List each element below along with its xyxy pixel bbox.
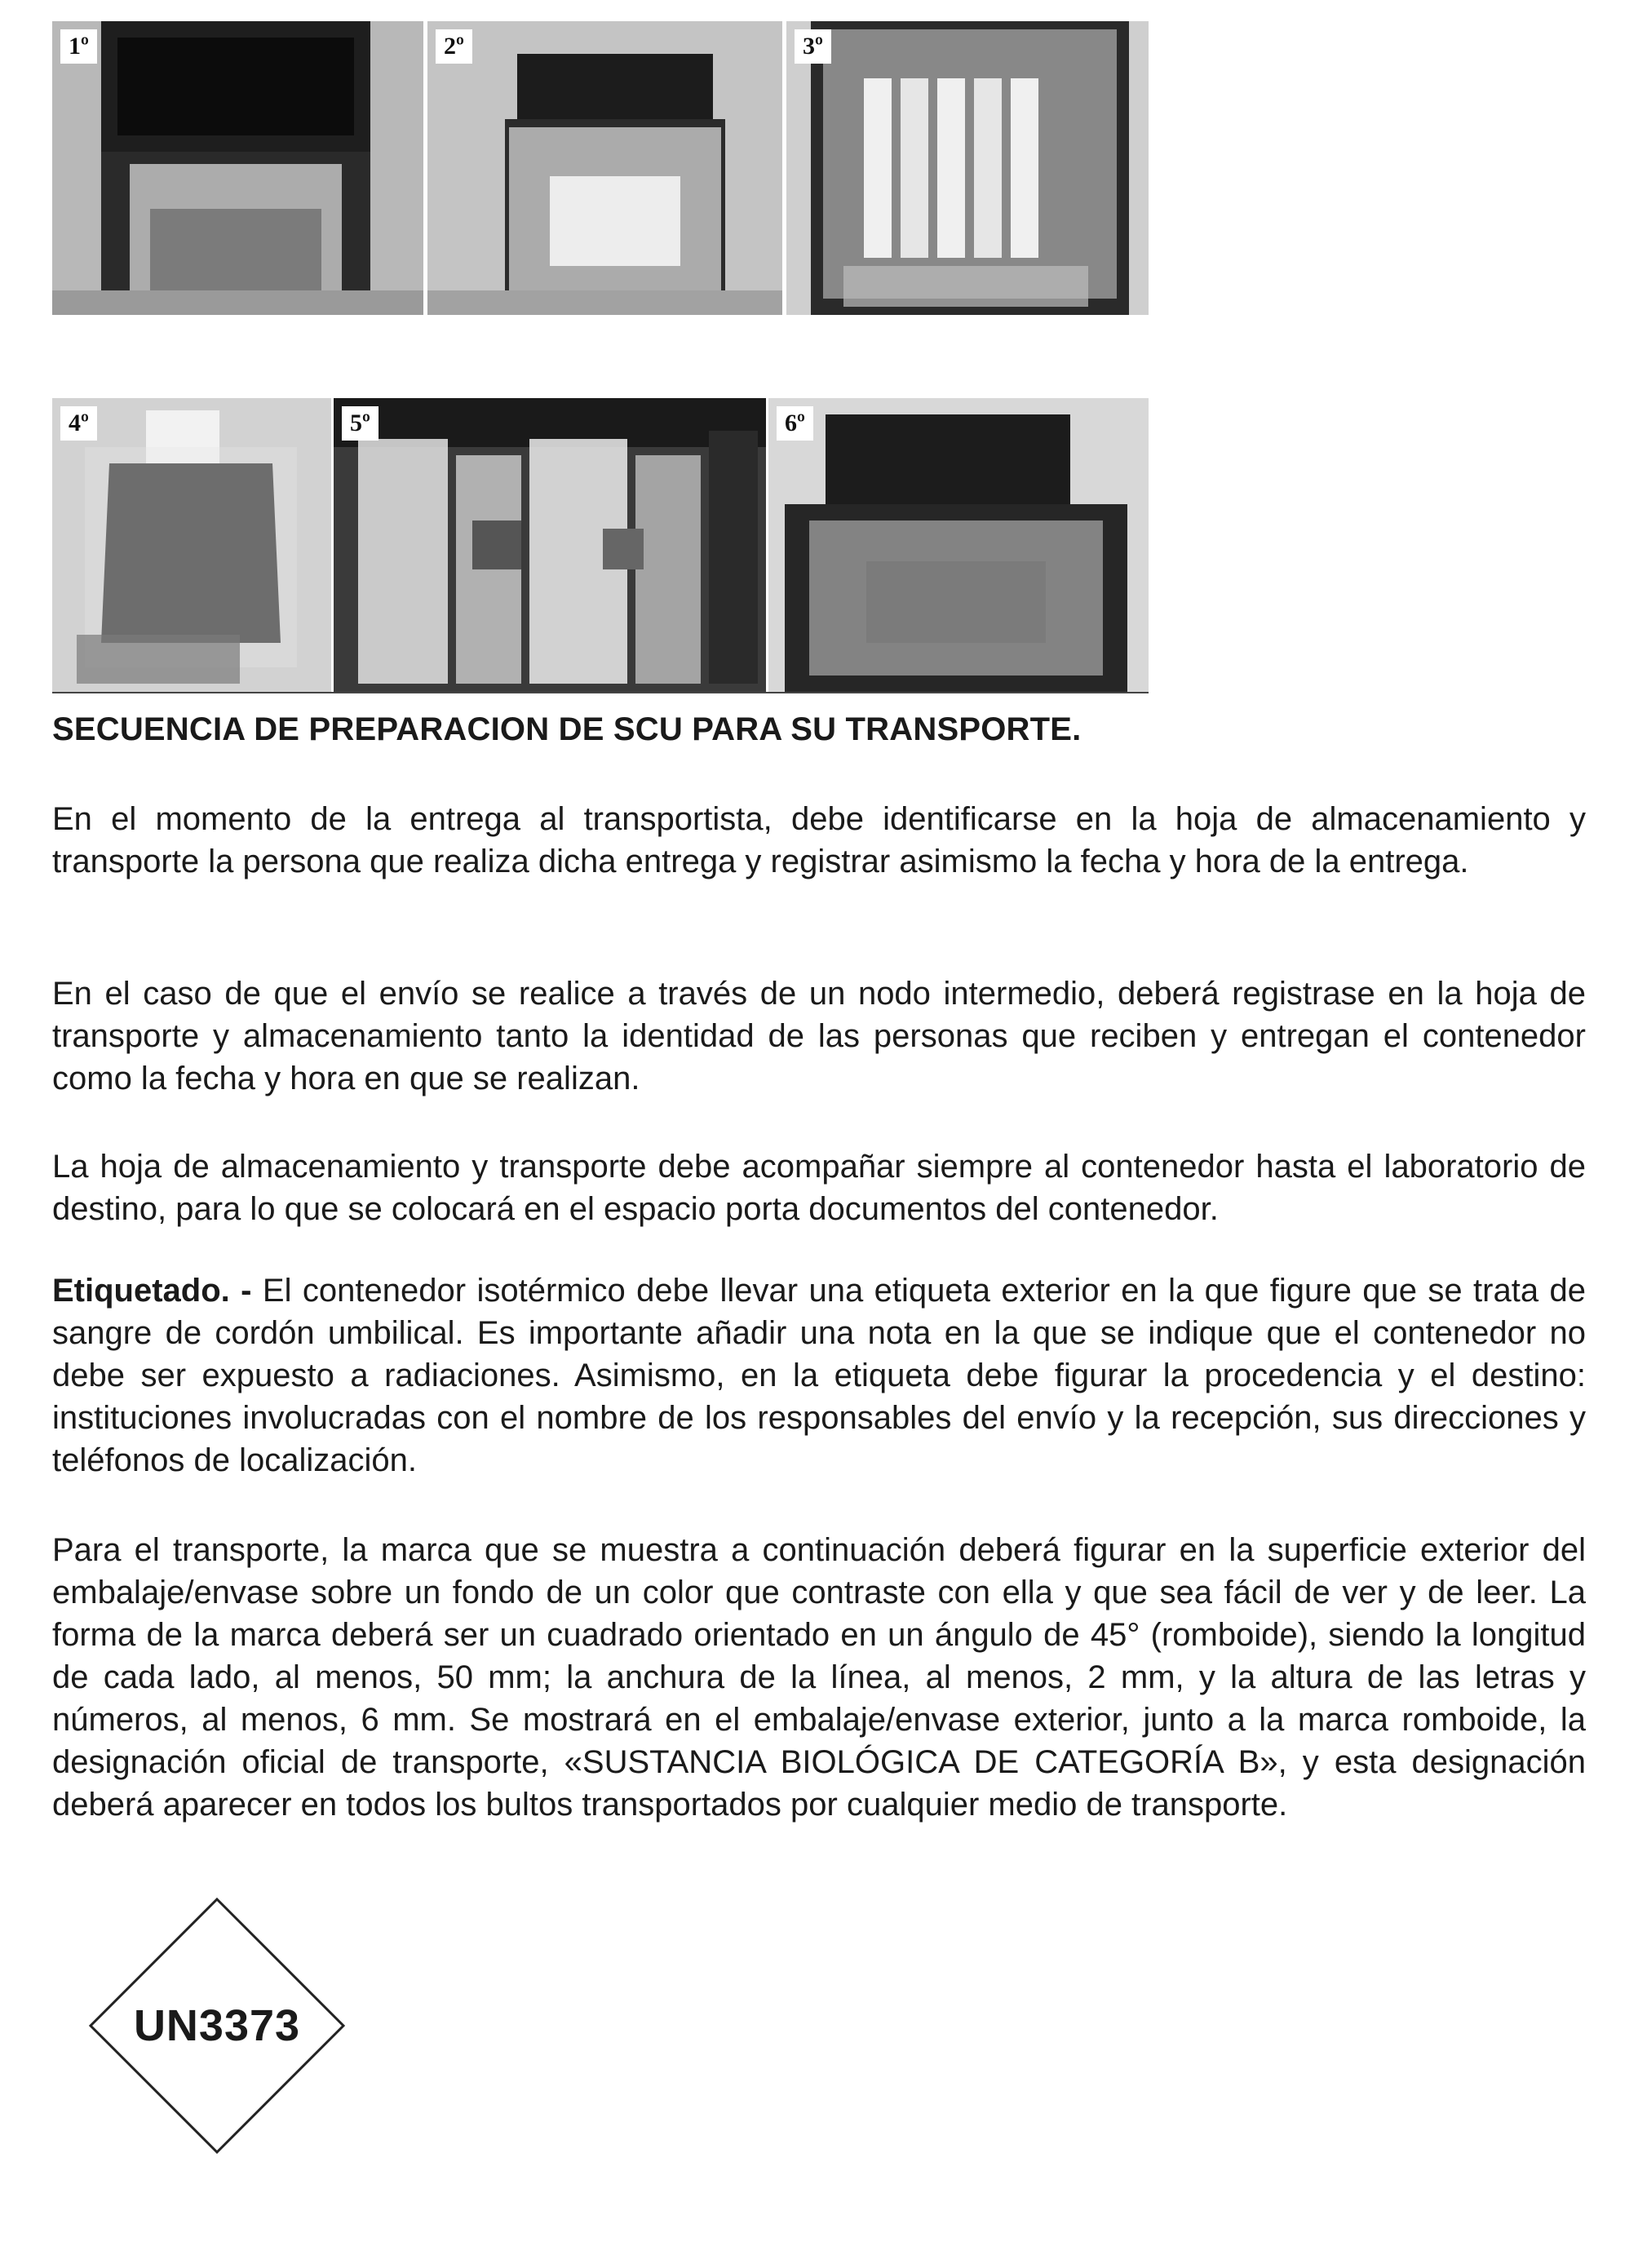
photo-step-2 <box>427 21 782 315</box>
step-label: 6º <box>777 406 813 441</box>
step-label: 3º <box>795 29 831 64</box>
step-label: 2º <box>436 29 472 64</box>
paragraph-intermediate-node: En el caso de que el envío se realice a través de un nodo intermedio, deberá registrase en la hoja de transporte y almacenamiento tanto la identidad de las personas que reciben y entregan el contenedor como la fecha y hora en que se realizan. <box>52 976 1586 1096</box>
photo-step-3 <box>786 21 1149 315</box>
un3373-hazard-mark <box>88 1897 346 2155</box>
photo-step-6 <box>768 398 1149 692</box>
photo-row-2 <box>52 398 1149 693</box>
labeling-text: El contenedor isotérmico debe llevar una etiqueta exterior en la que figure que se trata de sangre de cordón umbilical. Es importante añadir una nota en la que se indique que el contenedor no debe ser expuesto a radiaciones. Asimismo, en la etiqueta debe figurar la procedencia y el destino: instituciones involucradas con el nombre de los responsables del envío y la recepción, sus direcciones y teléfonos de localización. <box>52 1273 1586 1478</box>
photo-step-5 <box>334 398 766 692</box>
labeling-heading: Etiquetado. - <box>52 1273 252 1309</box>
step-label: 5º <box>342 406 379 441</box>
photo-row-1 <box>52 21 1149 315</box>
photo-step-1 <box>52 21 423 315</box>
step-label: 1º <box>60 29 97 64</box>
paragraph-labeling <box>52 1269 1586 1482</box>
photo-step-4 <box>52 398 331 692</box>
paragraph-transport-mark: Para el transporte, la marca que se muestra a continuación deberá figurar en la superficie exterior del embalaje/envase sobre un fondo de un color que contraste con ella y que sea fácil de ver y de leer. La forma de la marca deberá ser un cuadrado orientado en un ángulo de 45° (romboide), siendo la longitud de cada lado, al menos, 50 mm; la anchura de la línea, al menos, 2 mm, y la altura de las letras y números, al menos, 6 mm. Se mostrará en el embalaje/envase exterior, junto a la marca romboide, la designación oficial de transporte, «SUSTANCIA BIOLÓGICA DE CATEGORÍA B», y esta designación deberá aparecer en todos los bultos transportados por cualquier medio de transporte. <box>52 1532 1586 1823</box>
paragraph-delivery: En el momento de la entrega al transportista, debe identificarse en la hoja de almacenamiento y transporte la persona que realiza dicha entrega y registrar asimismo la fecha y hora de la entrega. <box>52 801 1586 879</box>
section-title: SECUENCIA DE PREPARACION DE SCU PARA SU TRANSPORTE. <box>52 711 1082 747</box>
hazard-mark-text: UN3373 <box>133 2001 301 2050</box>
step-label: 4º <box>60 406 97 441</box>
paragraph-document-sheet: La hoja de almacenamiento y transporte debe acompañar siempre al contenedor hasta el laboratorio de destino, para lo que se colocará en el espacio porta documentos del contenedor. <box>52 1149 1586 1227</box>
